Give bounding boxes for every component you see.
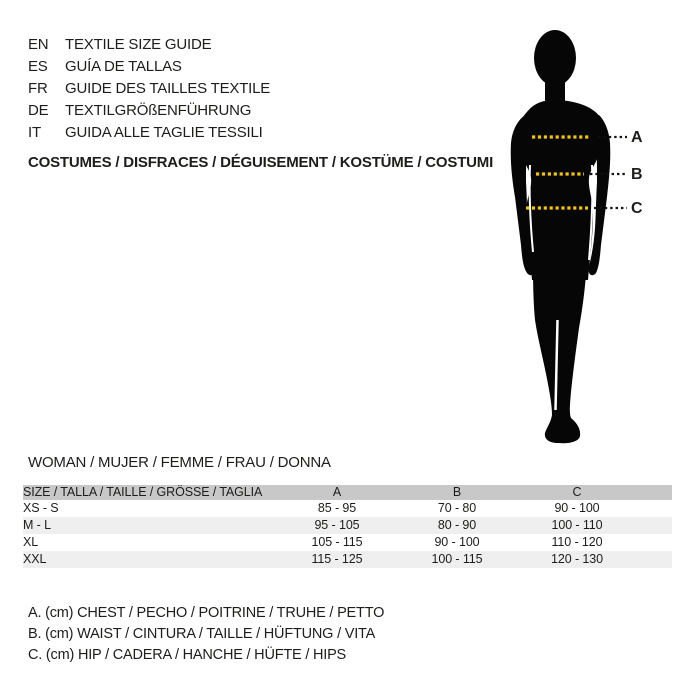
spacer-cell — [637, 534, 672, 551]
waist-value-cell: 70 - 80 — [437, 501, 477, 515]
table-row-xs-s — [23, 500, 672, 517]
legend-line-hip: C. (cm) HIP / CADERA / HANCHE / HÜFTE / HIPS — [28, 647, 347, 663]
language-code: IT — [28, 124, 41, 141]
size-table — [23, 485, 672, 568]
legend-line-waist: B. (cm) WAIST / CINTURA / TAILLE / HÜFTUNG / VITA — [28, 626, 376, 642]
language-row — [28, 34, 270, 56]
size-cell: XL — [23, 535, 39, 549]
hip-value-cell: 110 - 120 — [551, 535, 603, 549]
language-title: TEXTILE SIZE GUIDE — [65, 36, 212, 53]
size-cell: M - L — [23, 518, 51, 532]
language-title: GUÍA DE TALLAS — [65, 58, 182, 75]
language-code: FR — [28, 80, 48, 97]
woman-silhouette-figure — [440, 20, 700, 450]
col-c-header: C — [517, 485, 637, 500]
spacer-cell — [637, 517, 672, 534]
chest-value-cell: 95 - 105 — [314, 518, 360, 532]
language-code: DE — [28, 102, 49, 119]
size-cell: XS - S — [23, 501, 59, 515]
table-row-m-l — [23, 517, 672, 534]
waist-value-cell: 90 - 100 — [434, 535, 480, 549]
language-list — [28, 34, 270, 144]
measure-label-chest: A — [631, 129, 643, 146]
language-title: GUIDE DES TAILLES TEXTILE — [65, 80, 271, 97]
measure-label-hip: C — [631, 200, 643, 217]
woman-silhouette-graphic — [440, 20, 700, 450]
language-title: GUIDA ALLE TAGLIE TESSILI — [65, 124, 263, 141]
spacer-cell — [637, 551, 672, 568]
col-a-header: A — [277, 485, 397, 500]
measure-label-waist: B — [631, 166, 643, 183]
women-section-title: WOMAN / MUJER / FEMME / FRAU / DONNA — [28, 454, 331, 471]
language-code: EN — [28, 36, 49, 53]
chest-value-cell: 115 - 125 — [311, 552, 363, 566]
language-row — [28, 78, 270, 100]
chest-value-cell: 85 - 95 — [317, 501, 357, 515]
size-table-header-row — [23, 485, 672, 500]
language-row — [28, 122, 270, 144]
hip-value-cell: 90 - 100 — [554, 501, 600, 515]
size-cell: XXL — [23, 552, 47, 566]
col-b-header: B — [397, 485, 517, 500]
silhouette-neck — [545, 72, 565, 104]
waist-value-cell: 100 - 115 — [431, 552, 483, 566]
spacer-cell — [637, 485, 672, 500]
silhouette-legs — [533, 258, 587, 443]
language-row — [28, 100, 270, 122]
language-row — [28, 56, 270, 78]
spacer-cell — [637, 500, 672, 517]
hip-value-cell: 100 - 110 — [551, 518, 603, 532]
language-code: ES — [28, 58, 48, 75]
category-title: COSTUMES / DISFRACES / DÉGUISEMENT / KOSTÜME / COSTUMI — [28, 154, 494, 171]
legend-line-chest: A. (cm) CHEST / PECHO / POITRINE / TRUHE / PETTO — [28, 605, 385, 621]
hip-value-cell: 120 - 130 — [551, 552, 603, 566]
table-row-xl — [23, 534, 672, 551]
silhouette-torso — [518, 100, 604, 280]
measurement-legend — [28, 603, 384, 666]
chest-value-cell: 105 - 115 — [311, 535, 363, 549]
waist-value-cell: 80 - 90 — [437, 518, 477, 532]
language-title: TEXTILGRÖßENFÜHRUNG — [65, 102, 252, 119]
table-row-xxl — [23, 551, 672, 568]
size-column-header: SIZE / TALLA / TAILLE / GRÖSSE / TAGLIA — [23, 485, 277, 500]
